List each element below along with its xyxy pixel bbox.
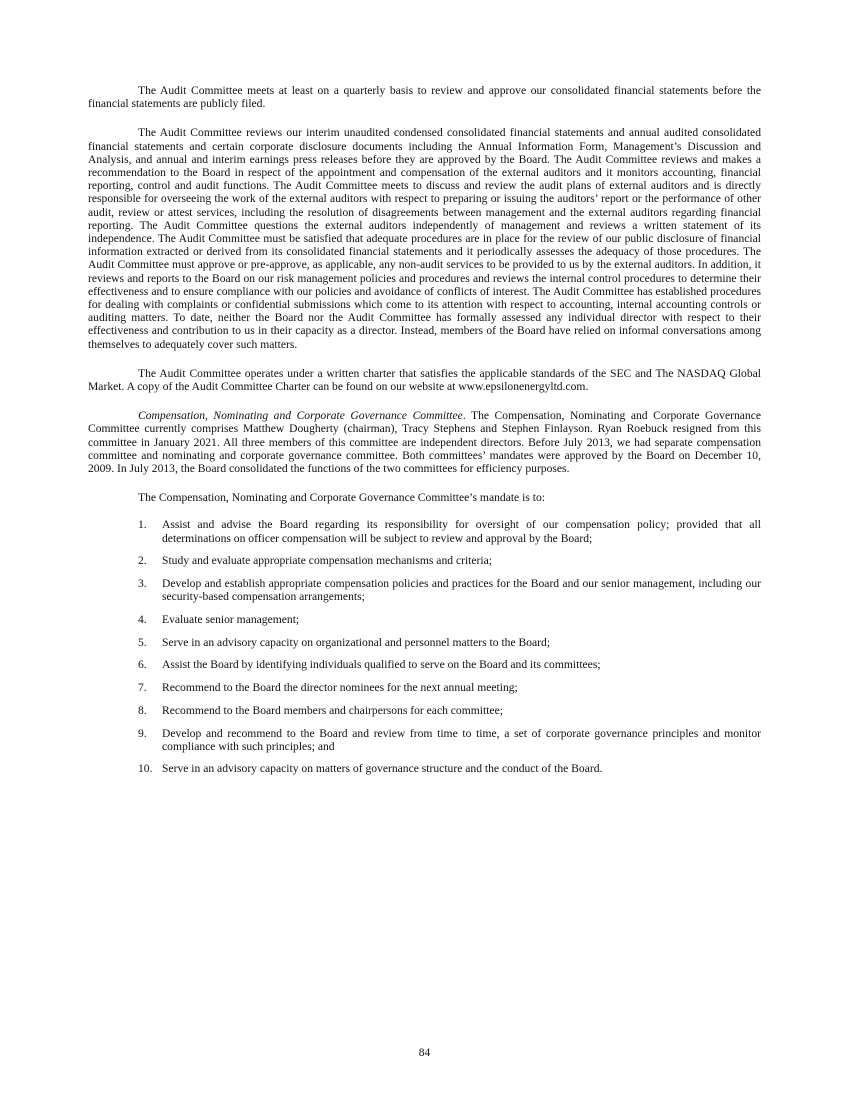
- list-item: [88, 658, 761, 671]
- list-item-number: 3.: [138, 577, 147, 591]
- list-item-number: 4.: [138, 613, 147, 626]
- paragraph-audit-charter: The Audit Committee operates under a written charter that satisfies the applicable standards of the SEC and The NASDAQ Global Market. A copy of the Audit Committee Charter can be found on our website at www.epsilonenergyltd.com.: [88, 366, 761, 394]
- list-item-text: Assist and advise the Board regarding its responsibility for oversight of our compensation policy; provided that all determinations on officer compensation will be subject to review and approval by the Board;: [162, 518, 761, 545]
- list-item: [88, 554, 761, 567]
- list-item: [88, 636, 761, 649]
- list-item: [88, 762, 761, 775]
- compensation-committee-body: . The Compensation, Nominating and Corporate Governance Committee currently comprises Matthew Dougherty (chairman), Tracy Stephens and Stephen Finlayson. Ryan Roebuck resigned from this committee in January 2021. All three members of this committee are independent directors. Before July 2013, we had separate compensation committee and nominating and corporate governance committee. Both committees’ mandates were approved by the Board on December 10, 2009. In July 2013, the Board consolidated the functions of the two committees for efficiency purposes.: [88, 409, 761, 476]
- mandate-list: [88, 518, 761, 775]
- list-item-text: Study and evaluate appropriate compensation mechanisms and criteria;: [162, 554, 492, 568]
- list-item: [88, 577, 761, 603]
- list-item-text: Assist the Board by identifying individuals qualified to serve on the Board and its committees;: [162, 658, 601, 672]
- paragraph-audit-meetings: The Audit Committee meets at least on a quarterly basis to review and approve our consolidated financial statements before the financial statements are publicly filed.: [88, 84, 761, 111]
- paragraph-audit-reviews: The Audit Committee reviews our interim unaudited condensed consolidated financial statements and annual audited consolidated financial statements and certain corporate disclosure documents including the Annual Information Form, Management’s Discussion and Analysis, and annual and interim earnings press releases before they are approved by the Board. The Audit Committee reviews and makes a recommendation to the Board in respect of the appointment and compensation of the external auditors and it monitors accounting, financial reporting, control and audit functions. The Audit Committee meets to discuss and review the audit plans of external auditors and is directly responsible for overseeing the work of the external auditors with respect to preparing or issuing the auditors’ report or the performance of other audit, review or attest services, including the resolution of disagreements between management and the external auditors regarding financial reporting. The Audit Committee questions the external auditors independently of management and reviews a written statement of its independence. The Audit Committee must be satisfied that adequate procedures are in place for the review of our public disclosure of financial information extracted or derived from its consolidated financial statements and it periodically assesses the adequacy of those procedures. The Audit Committee must approve or pre-approve, as applicable, any non-audit services to be provided to us by the external auditors. In addition, it reviews and reports to the Board on our risk management policies and procedures and reviews the internal control procedures to determine their effectiveness and to ensure compliance with our policies and avoidance of conflicts of interest. The Audit Committee has established procedures for dealing with complaints or confidential submissions which come to its attention with respect to accounting, internal accounting controls or auditing matters. To date, neither the Board nor the Audit Committee has formally assessed any individual director with respect to their effectiveness and contribution to us in their capacity as a director. Instead, members of the Board have relied on informal conversations among themselves to adequately cover such matters.: [88, 126, 761, 351]
- list-item: [88, 613, 761, 626]
- list-item-number: 6.: [138, 658, 147, 672]
- list-item-text: Serve in an advisory capacity on organizational and personnel matters to the Board;: [162, 635, 551, 649]
- list-item-text: Recommend to the Board members and chairpersons for each committee;: [162, 703, 503, 717]
- list-item-text: Evaluate senior management;: [162, 613, 300, 626]
- list-item-text: Serve in an advisory capacity on matters of governance structure and the conduct of the Board.: [162, 762, 603, 776]
- list-item-number: 9.: [138, 726, 147, 740]
- list-item-number: 2.: [138, 554, 147, 568]
- paragraph-mandate-intro: The Compensation, Nominating and Corporate Governance Committee’s mandate is to:: [138, 491, 545, 505]
- list-item-number: 1.: [138, 518, 147, 532]
- list-item: [88, 518, 761, 544]
- list-item-number: 7.: [138, 681, 147, 695]
- list-item-number: 10.: [138, 762, 153, 776]
- list-item-text: Recommend to the Board the director nominees for the next annual meeting;: [162, 681, 518, 695]
- list-item-text: Develop and recommend to the Board and review from time to time, a set of corporate governance principles and monitor compliance with such principles; and: [162, 726, 761, 753]
- page-number: 84: [418, 1046, 431, 1059]
- paragraph-compensation-committee: [88, 409, 761, 475]
- list-item: [88, 704, 761, 717]
- list-item-number: 8.: [138, 703, 147, 717]
- document-page: [88, 84, 761, 785]
- list-item: [88, 727, 761, 753]
- list-item-number: 5.: [138, 635, 147, 649]
- list-item: [88, 681, 761, 694]
- compensation-committee-heading: Compensation, Nominating and Corporate Governance Committee: [138, 409, 463, 423]
- list-item-text: Develop and establish appropriate compensation policies and practices for the Board and our senior management, including our security-based compensation arrangements;: [162, 577, 761, 604]
